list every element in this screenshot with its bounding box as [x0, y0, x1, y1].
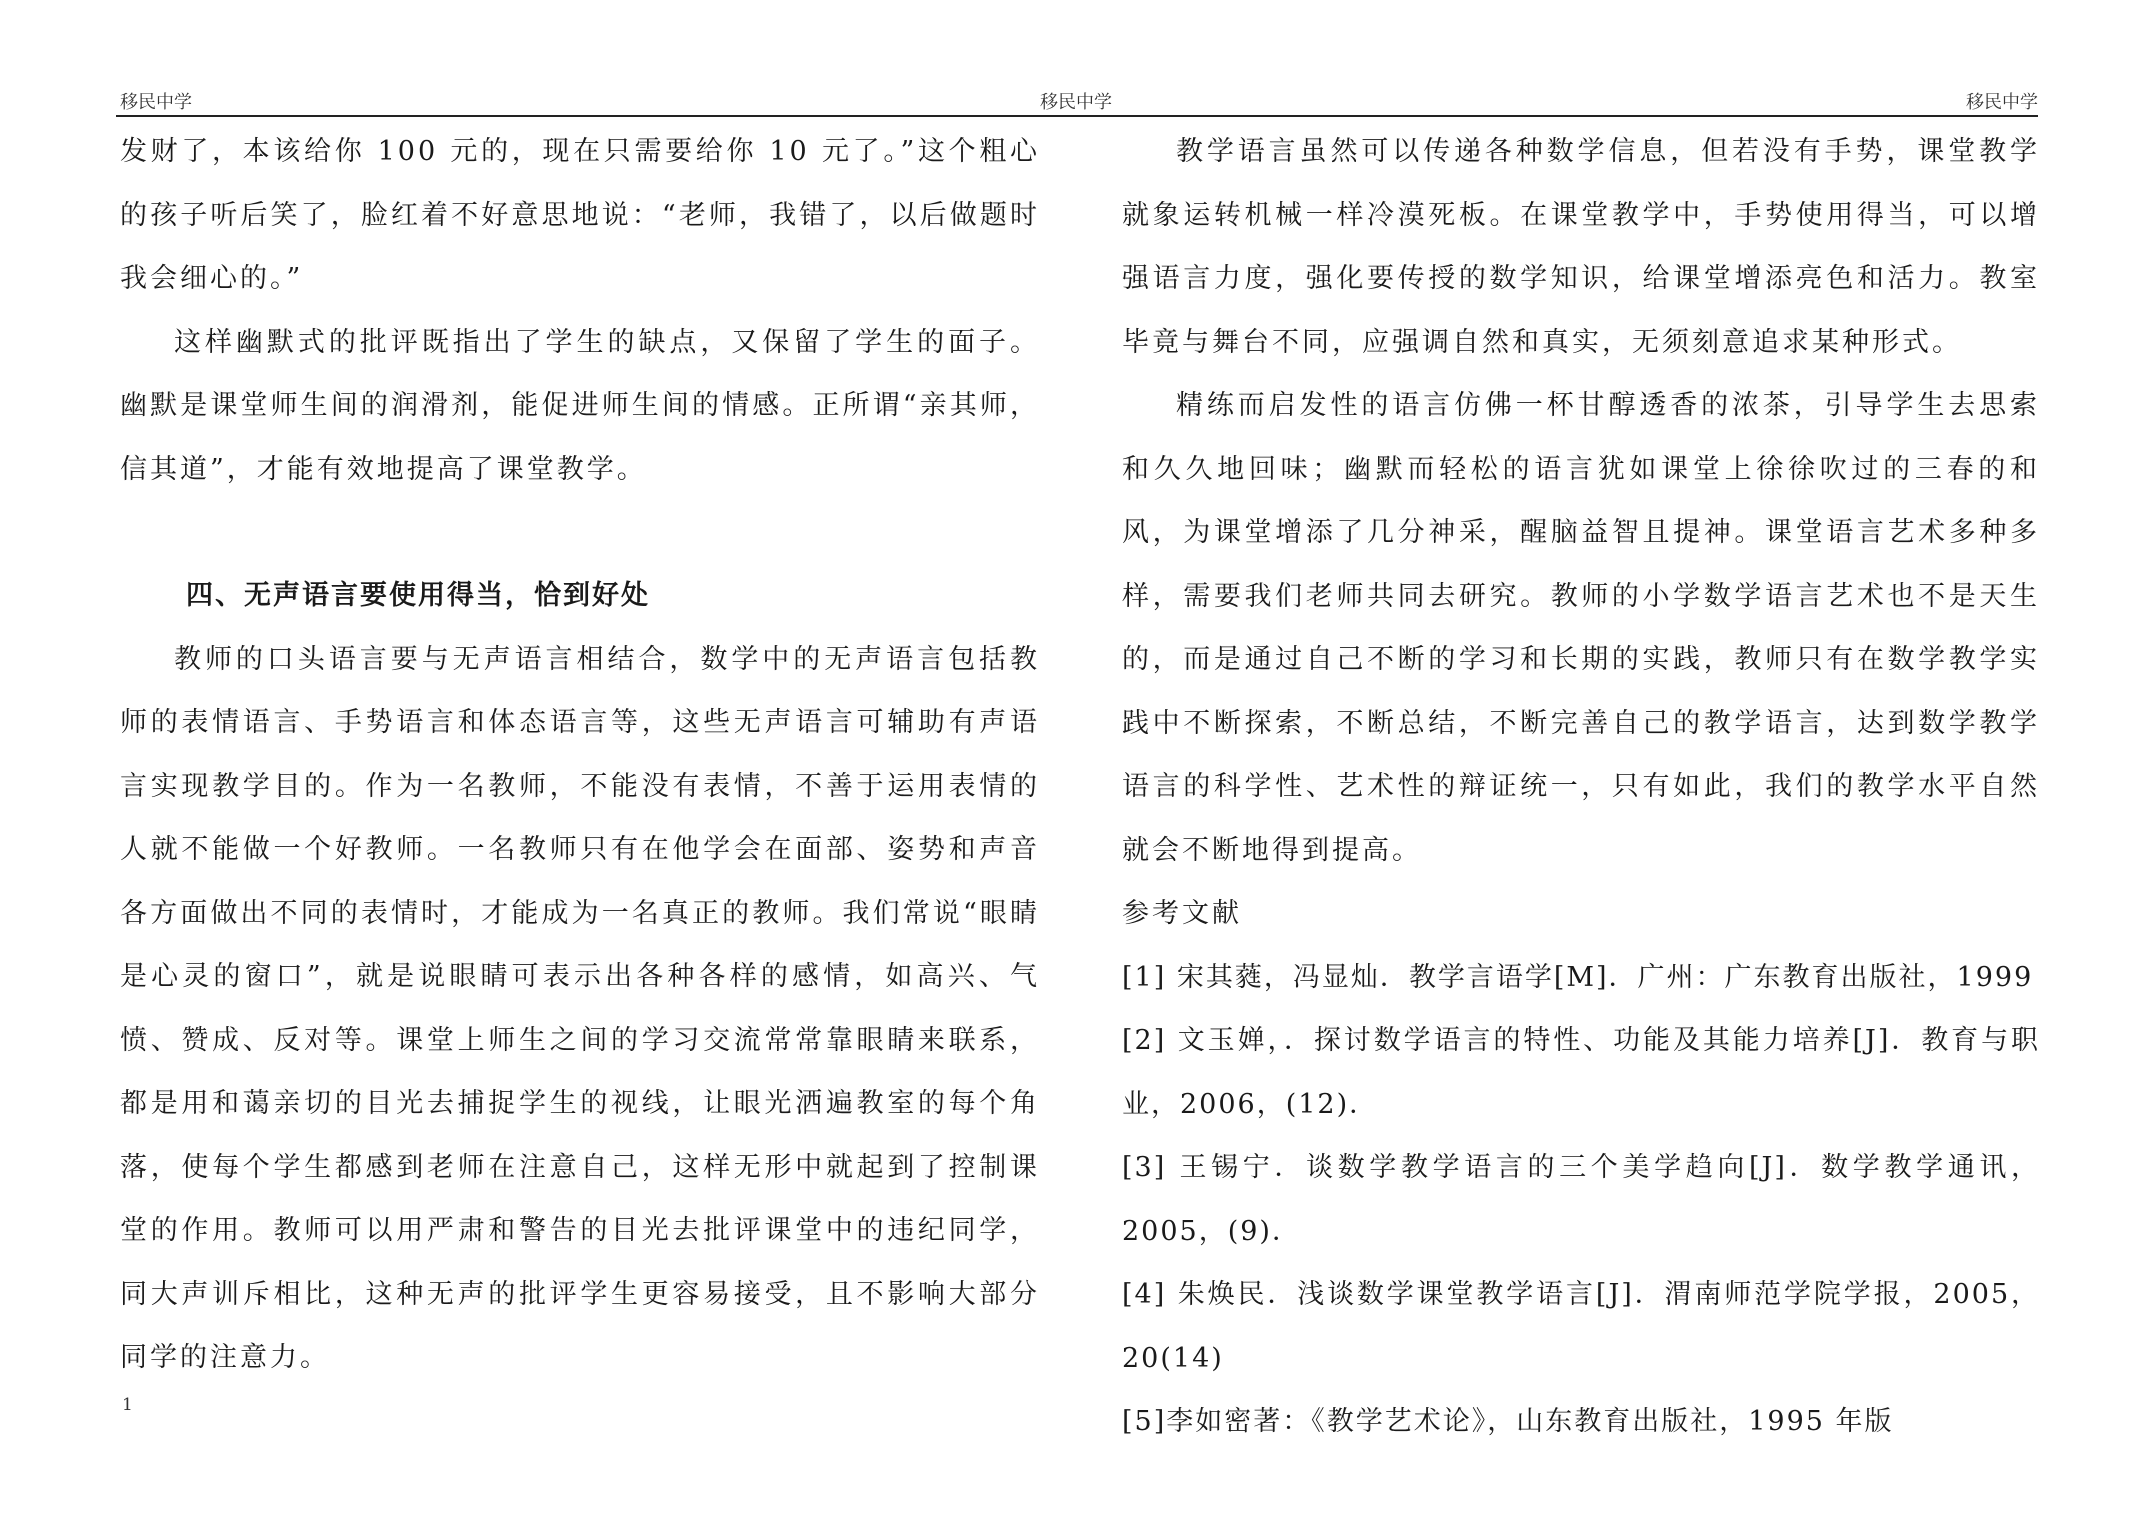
reference-item: [5]李如密著：《教学艺术论》，山东教育出版社，1995 年版: [1122, 1406, 1894, 1437]
paragraph: 这样幽默式的批评既指出了学生的缺点，又保留了学生的面子。幽默是课堂师生间的润滑剂，能促进师生间的情感。正所谓“亲其师，信其道”，才能有效地提高了课堂教学。: [120, 326, 1040, 485]
section-heading: 四、无声语言要使用得当，恰到好处: [186, 580, 650, 611]
paragraph: 精练而启发性的语言仿佛一杯甘醇透香的浓茶，引导学生去思索和久久地回味；幽默而轻松的语言犹如课堂上徐徐吹过的三春的和风，为课堂增添了几分神采，醒脑益智且提神。课堂语言艺术多种多样，需要我们老师共同去研究。教师的小学数学语言艺术也不是天生的，而是通过自己不断的学习和长期的实践，教师只有在数学教学实践中不断探索，不断总结，不断完善自己的教学语言，达到数学教学语言的科学性、艺术性的辩证统一，只有如此，我们的教学水平自然就会不断地得到提高。: [1122, 390, 2040, 866]
reference-item: [4] 朱焕民．浅谈数学课堂教学语言[J]．渭南师范学院学报，2005，20(14): [1122, 1279, 2040, 1374]
paragraph: 发财了，本该给你 100 元的，现在只需要给你 10 元了。”这个粗心的孩子听后笑了，脸红着不好意思地说：“老师，我错了，以后做题时我会细心的。”: [120, 136, 1040, 294]
right-column: [1122, 120, 2040, 1454]
header-rule: [116, 115, 2038, 117]
spacer: [120, 501, 1040, 564]
header-right: 移民中学: [1966, 92, 2038, 113]
page-number: 1: [122, 1395, 133, 1415]
header-center: 移民中学: [1040, 92, 1112, 113]
left-column: [120, 120, 1040, 1390]
paragraph: 教师的口头语言要与无声语言相结合，数学中的无声语言包括教师的表情语言、手势语言和体态语言等，这些无声语言可辅助有声语言实现教学目的。作为一名教师，不能没有表情，不善于运用表情的人就不能做一个好教师。一名教师只有在他学会在面部、姿势和声音各方面做出不同的表情时，才能成为一名真正的教师。我们常说“眼睛是心灵的窗口”，就是说眼睛可表示出各种各样的感情，如高兴、气愤、赞成、反对等。课堂上师生之间的学习交流常常靠眼睛来联系，都是用和蔼亲切的目光去捕捉学生的视线，让眼光洒遍教室的每个角落，使每个学生都感到老师在注意自己，这样无形中就起到了控制课堂的作用。教师可以用严肃和警告的目光去批评课堂中的违纪同学，同大声训斥相比，这种无声的批评学生更容易接受，且不影响大部分同学的注意力。: [120, 643, 1040, 1373]
reference-item: [2] 文玉婵，．探讨数学语言的特性、功能及其能力培养[J]．教育与职业，2006，(12)．: [1122, 1025, 2040, 1120]
header-left: 移民中学: [120, 92, 192, 113]
reference-item: [1] 宋其蕤，冯显灿．教学言语学[M]．广州：广东教育出版社，1999: [1122, 961, 2034, 993]
reference-item: [3] 王锡宁．谈数学教学语言的三个美学趋向[J]．数学教学通讯，2005，(9)．: [1122, 1152, 2040, 1247]
references-title: 参考文献: [1122, 898, 1242, 929]
paragraph: 教学语言虽然可以传递各种数学信息，但若没有手势，课堂教学就象运转机械一样冷漠死板。在课堂教学中，手势使用得当，可以增强语言力度，强化要传授的数学知识，给课堂增添亮色和活力。教室毕竟与舞台不同，应强调自然和真实，无须刻意追求某种形式。: [1122, 136, 2040, 358]
